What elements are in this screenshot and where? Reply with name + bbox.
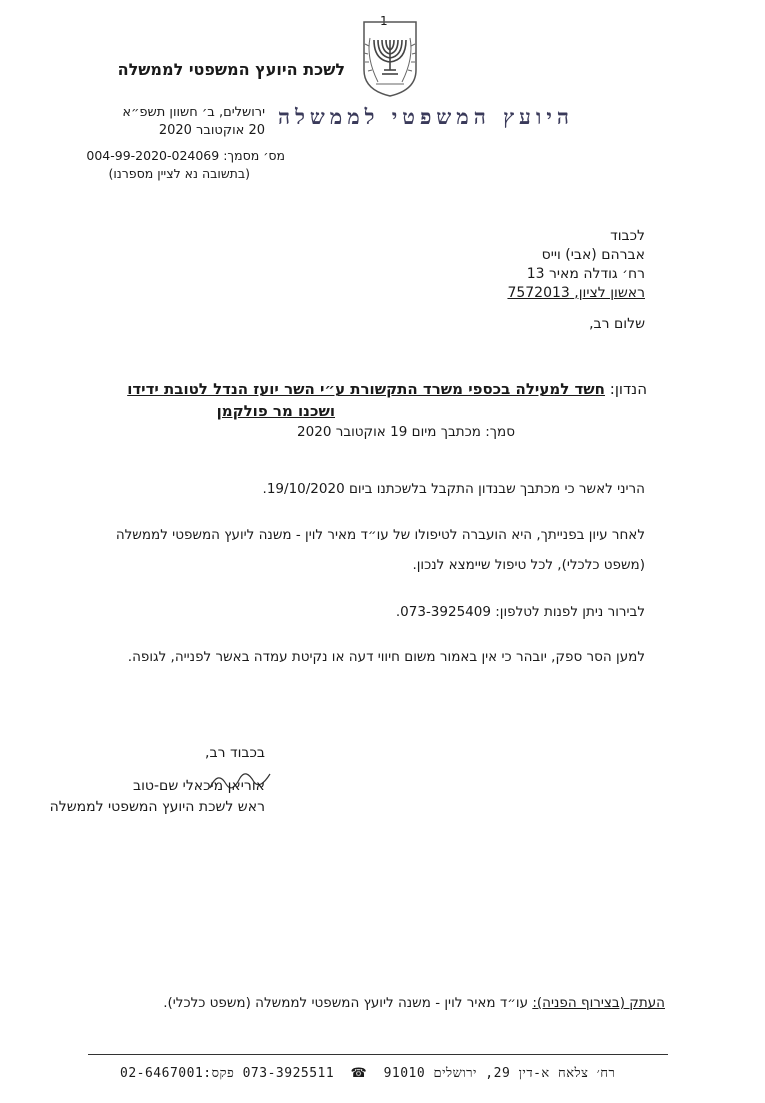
- signer-title: ראש לשכת היועץ המשפטי לממשלה: [49, 799, 265, 815]
- recipient-salutation: לכבוד: [610, 228, 645, 244]
- reference-number: 004-99-2020-024069: [86, 148, 220, 163]
- footer-contact: [120, 1065, 615, 1081]
- greeting: שלום רב,: [589, 316, 645, 332]
- footer-divider: [88, 1054, 668, 1055]
- subject-label: הנדון:: [609, 380, 647, 398]
- paragraph-disclaimer: למען הסר ספק, יובהר כי אין באמור משום חיווי דעה או נקיטת עמדה באשר לפנייה, לגופה.: [127, 649, 645, 665]
- date-hebrew: ירושלים, ב׳ חשוון תשפ״א: [122, 105, 265, 120]
- footer-address: רח׳ צלאח א-דין 29, ירושלים 91010: [383, 1066, 616, 1081]
- reference-line: סמך: מכתבך מיום 19 אוקטובר 2020: [297, 424, 515, 440]
- carbon-copy-line: [163, 995, 665, 1011]
- subject-line: [127, 380, 647, 398]
- closing-regards: בכבוד רב,: [205, 745, 265, 761]
- date-gregorian: 20 אוקטובר 2020: [158, 123, 265, 138]
- state-emblem-icon: [358, 18, 422, 98]
- recipient-city-line: [507, 285, 645, 301]
- reference-note: (בתשובה נא לציין מספרנו): [108, 166, 250, 181]
- telephone-icon: ☎: [350, 1066, 368, 1081]
- paragraph-contact: לבירור ניתן לפנות לטלפון: 073-3925409.: [395, 604, 645, 620]
- footer-fax: פקס:02-6467001: [120, 1066, 235, 1081]
- recipient-zip: 7572013: [507, 285, 570, 301]
- document-reference: [86, 148, 285, 163]
- cc-text: עו״ד מאיר לוין - משנה ליועץ המשפטי לממשלה (משפט כלכלי).: [163, 995, 529, 1011]
- subject-text-continued: ושכנו מר פולקמן: [216, 402, 335, 420]
- recipient-street: רח׳ גודלה מאיר 13: [526, 266, 645, 282]
- reference-label: מס׳ מסמך:: [223, 148, 285, 163]
- paragraph-transfer: לאחר עיון בפנייתך, היא הועברה לטיפולו של עו״ד מאיר לוין - משנה ליועץ המשפטי לממשלה: [115, 527, 645, 543]
- signer-name: אוריאן מיכאלי שם-טוב: [132, 778, 265, 794]
- office-title: לשכת היועץ המשפטי לממשלה: [117, 60, 345, 79]
- recipient-name: אברהם (אבי) וייס: [541, 247, 645, 263]
- cc-label: העתק (בצירוף הפניה):: [532, 995, 665, 1011]
- footer-phone: 073-3925511: [242, 1066, 335, 1081]
- paragraph-transfer-continued: (משפט כלכלי), לכל טיפול שיימצא לנכון.: [412, 557, 645, 573]
- subject-text: חשד למעילה בכספי משרד התקשורת ע״י השר יועז הנדל לטובת ידידו: [127, 380, 605, 398]
- page-number: 1: [380, 14, 388, 28]
- recipient-city: ראשון לציון,: [574, 285, 645, 301]
- organization-name: היועץ המשפטי לממשלה: [278, 104, 574, 129]
- paragraph-receipt: הריני לאשר כי מכתבך שבנדון התקבל בלשכתנו ביום 19/10/2020.: [262, 481, 645, 497]
